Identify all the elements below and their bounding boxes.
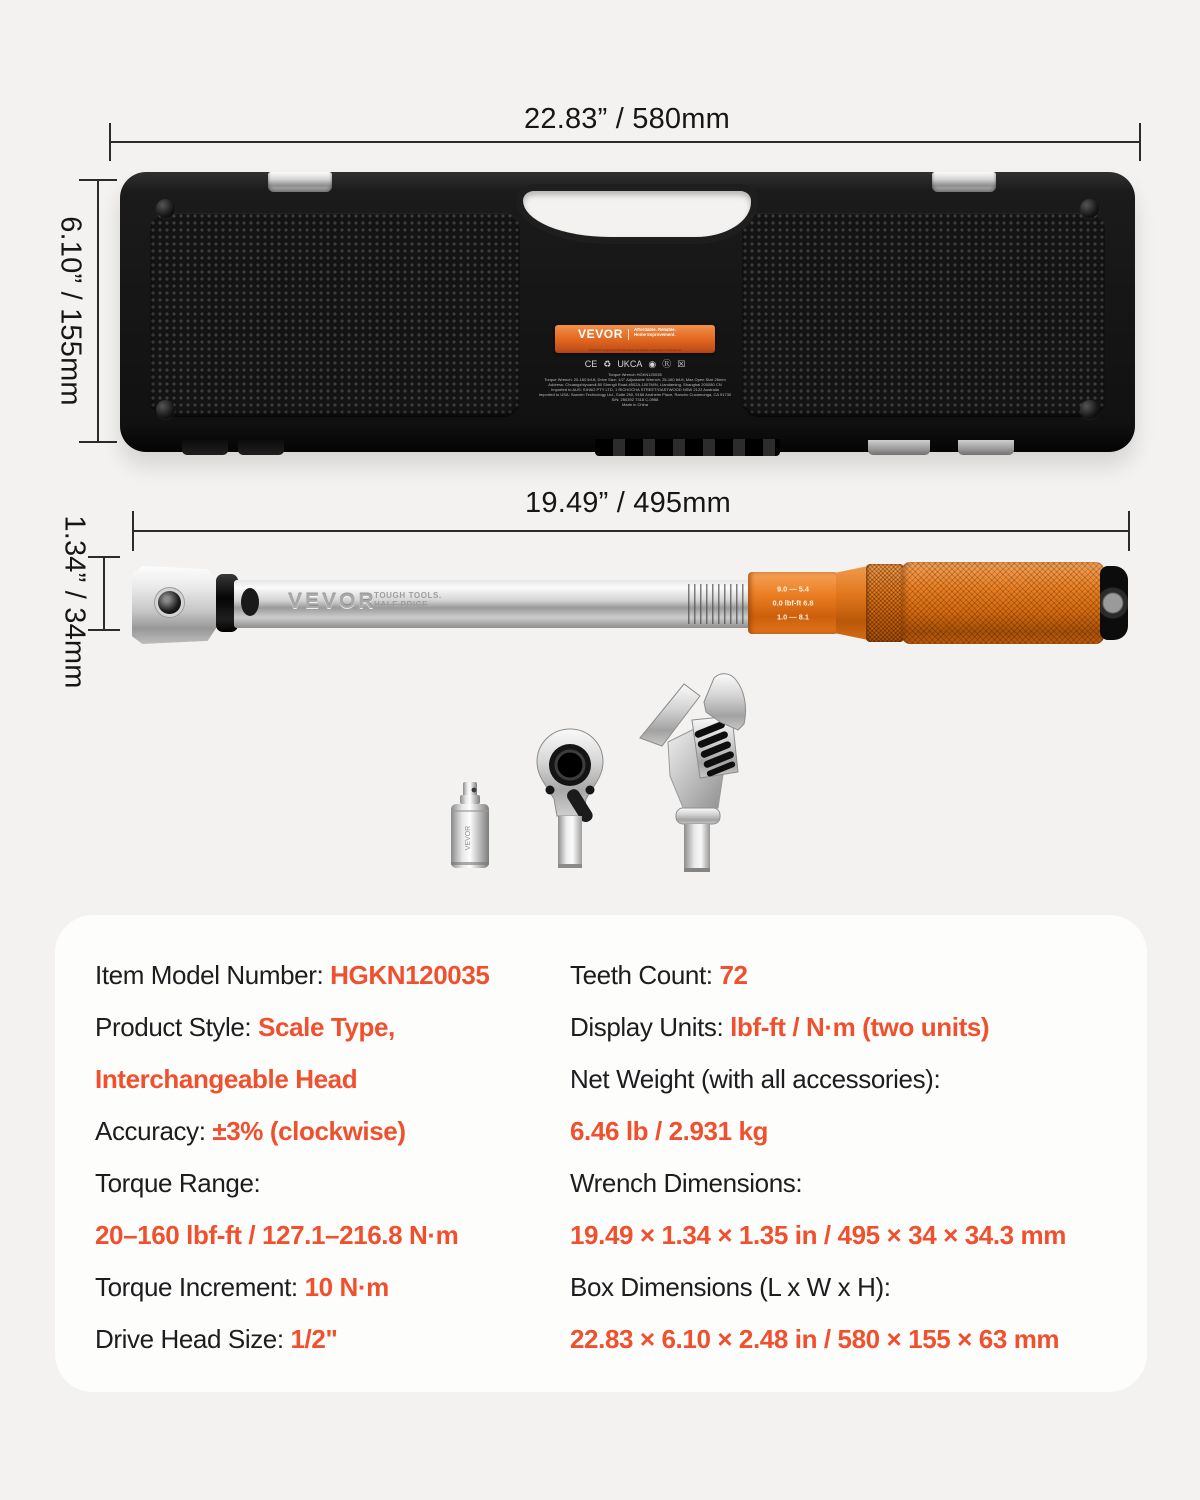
spec-value: 72: [719, 960, 748, 990]
wrench-height-dimension-line: [103, 557, 105, 631]
spec-label: Display Units:: [570, 1012, 731, 1042]
certification-icon: ♻: [603, 359, 612, 369]
wrench-length-dimension-line: [133, 530, 1130, 532]
wrench-scale-ticks: [688, 584, 748, 624]
case-height-dimension-label: 6.10” / 155mm: [54, 216, 87, 406]
spec-value: 19.49 × 1.34 × 1.35 in / 495 × 34 × 34.3 mm: [570, 1220, 1066, 1250]
spec-row: [570, 949, 1140, 1001]
spec-column-left: [95, 949, 565, 1365]
wrench-pin: [241, 588, 259, 616]
dimension-tick: [1128, 511, 1130, 551]
case-latch: [268, 172, 332, 192]
scale-marking: 0.0 lbf-ft 6.8: [772, 598, 814, 608]
specifications-panel: [55, 915, 1147, 1392]
case-height-dimension-line: [97, 180, 99, 442]
case-screw: [1080, 199, 1099, 218]
spec-label: Product Style:: [95, 1012, 259, 1042]
spec-row: [95, 1053, 565, 1105]
spec-row: [570, 1105, 1140, 1157]
wrench-scale-collar: [748, 572, 838, 634]
case-screw: [156, 199, 175, 218]
fine-print-line: Address: Chuangzhiyuandi 80 Shengli Road #502A-1007M/N, Liandaming, Shanghai 200080 CN: [548, 382, 722, 388]
spec-label: Net Weight (with all accessories):: [570, 1064, 941, 1094]
spec-label: Torque Increment:: [95, 1272, 305, 1302]
wrench-height-dimension-label: 1.34” / 34mm: [58, 515, 91, 689]
spec-row: [95, 949, 565, 1001]
wrench-brand-engraving: VEVOR: [288, 590, 377, 613]
spec-label: Box Dimensions (L x W x H):: [570, 1272, 891, 1302]
spec-label: Drive Head Size:: [95, 1324, 291, 1354]
case-width-dimension-line: [110, 141, 1141, 143]
wrench-end-cap: [1100, 566, 1128, 640]
fine-print-line: Imported to AUS: SIHAO PTY LTD, 1 RICHOCHA STREET/OASTWOOD NSW 2122 Australia: [551, 387, 719, 393]
certification-icon: ☒: [677, 359, 686, 369]
dimension-tick: [88, 556, 120, 558]
spec-label: Wrench Dimensions:: [570, 1168, 803, 1198]
dimension-tick: [1139, 123, 1141, 161]
wrench-handle: [902, 562, 1104, 644]
label-divider: [628, 329, 629, 340]
spec-row: [570, 1313, 1140, 1365]
carrying-case: [120, 172, 1135, 452]
dimension-tick: [132, 511, 134, 551]
case-hinge: [238, 440, 284, 455]
fine-print-line: Made in China: [621, 402, 648, 408]
certification-icon: Ⓡ: [662, 359, 672, 369]
case-textured-panel: [150, 213, 520, 417]
label-support-line: Technical Support and E-Warranty Certificate www.vevor.com/support: [588, 349, 682, 352]
spec-row: [570, 1261, 1140, 1313]
certification-icon: ◉: [648, 359, 657, 369]
svg-text:VEVOR: VEVOR: [465, 825, 472, 851]
dimension-tick: [79, 179, 117, 181]
case-handle-cutout: [523, 191, 751, 237]
case-screw: [156, 400, 175, 419]
spec-row: [95, 1105, 565, 1157]
vevor-logo: VEVOR: [577, 327, 623, 341]
case-width-dimension-label: 22.83” / 580mm: [524, 103, 730, 135]
dimension-tick: [109, 123, 111, 161]
case-foot: [868, 440, 930, 455]
spec-row: [570, 1157, 1140, 1209]
spec-value: Interchangeable Head: [95, 1064, 358, 1094]
spec-value: 22.83 × 6.10 × 2.48 in / 580 × 155 × 63 mm: [570, 1324, 1060, 1354]
square-drive-adapter: [448, 780, 492, 872]
spec-row: [95, 1313, 565, 1365]
fine-print-line: Imported to USA: Sanven Technology Ltd., Suite 250, 9166 Anaheim Place, Rancho Cucamonga, CA 91730: [538, 392, 732, 398]
slogan-line: HALF PRICE: [374, 600, 428, 609]
wrench-slogan-engraving: [374, 591, 442, 609]
wrench-head-hole: [158, 591, 181, 614]
case-hinge: [595, 439, 780, 456]
spec-column-right: [570, 949, 1140, 1365]
certification-icon: UKCA: [617, 359, 643, 369]
spec-value: lbf-ft / N·m (two units): [730, 1012, 990, 1042]
spec-row: [95, 1209, 565, 1261]
spec-row: [95, 1157, 565, 1209]
label-fine-print: [536, 373, 734, 408]
vevor-label-strip: [555, 325, 715, 353]
case-screw: [1080, 400, 1099, 419]
wrench-length-dimension-label: 19.49” / 495mm: [525, 487, 731, 519]
dimension-tick: [88, 629, 120, 631]
fine-print-line: Torque Wrench HGKN120035: [608, 373, 662, 378]
spec-row: [95, 1001, 565, 1053]
label-tagline-line: Home Improvement.: [634, 332, 676, 337]
label-taglines: [634, 328, 676, 337]
dimension-tick: [79, 441, 117, 443]
spec-label: Torque Range:: [95, 1168, 261, 1198]
case-hinge: [182, 440, 228, 455]
spec-row: [570, 1001, 1140, 1053]
certification-icon: CE: [584, 359, 598, 369]
wrench-handle-cone: [836, 566, 868, 640]
spec-row: [570, 1053, 1140, 1105]
spec-row: [95, 1261, 565, 1313]
fine-print-line: Torque Wrench: 20-160 lbf-ft, Drive Size: 1/2" Adjustable Wrench: 25-160 lbf-ft, Max Open Size 26mm: [544, 377, 726, 383]
wrench-adjustment-ring: [866, 564, 904, 642]
spec-value: ±3% (clockwise): [212, 1116, 406, 1146]
spec-row: [570, 1209, 1140, 1261]
case-textured-panel: [742, 213, 1105, 417]
scale-marking: 1.0 — 8.1: [776, 612, 810, 622]
slogan-line: TOUGH TOOLS.: [374, 591, 442, 600]
certification-icons: [555, 359, 715, 369]
spec-label: Teeth Count:: [570, 960, 720, 990]
adjustable-wrench-head: [626, 672, 752, 876]
scale-marking: 9.0 — 5.4: [776, 584, 810, 594]
spec-value: 1/2": [290, 1324, 338, 1354]
spec-value: 10 N·m: [304, 1272, 389, 1302]
ratchet-head: [528, 726, 612, 872]
label-tagline-line: Affordable. Reliable.: [634, 328, 676, 333]
fine-print-line: S/N: 250392 7318 C-0958: [611, 397, 659, 403]
case-latch: [932, 172, 996, 192]
spec-value: 6.46 lb / 2.931 kg: [570, 1116, 769, 1146]
case-product-label: [538, 325, 732, 429]
spec-label: Item Model Number:: [95, 960, 331, 990]
spec-label: Accuracy:: [95, 1116, 213, 1146]
spec-value: HGKN120035: [330, 960, 490, 990]
spec-value: 20–160 lbf-ft / 127.1–216.8 N·m: [95, 1220, 459, 1250]
spec-value: Scale Type,: [258, 1012, 395, 1042]
case-foot: [958, 440, 1014, 455]
